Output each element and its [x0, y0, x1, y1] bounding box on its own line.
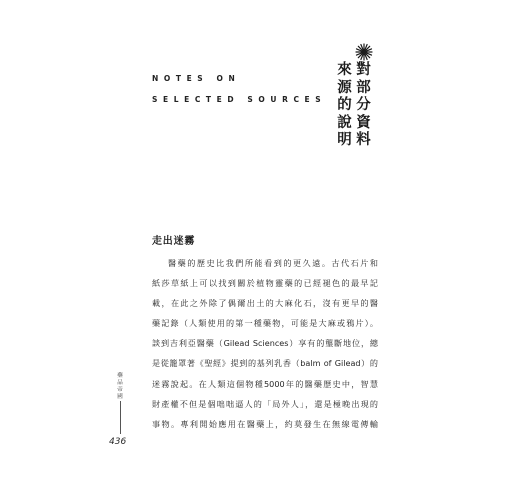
running-head-char: 藥	[117, 373, 123, 379]
vertical-title-char: 部	[356, 79, 371, 96]
vertical-title-char: 料	[356, 132, 371, 148]
section-title: 走出迷霧	[152, 236, 196, 247]
paragraph-line: 藥記錄（人類使用的第一種藥物，可能是大麻或鴉片）。	[152, 318, 378, 329]
vertical-title-char: 來	[337, 62, 352, 78]
vertical-title-column-left	[336, 62, 353, 150]
vertical-title-char: 分	[356, 97, 371, 113]
running-head-char: 國	[117, 394, 123, 400]
running-head	[116, 373, 124, 401]
body-paragraph	[152, 253, 378, 434]
english-heading-line-1: NOTES ON	[152, 74, 241, 83]
paragraph-line: 迷霧說起。在人類這個物種5000年的醫藥歷史中，智慧	[152, 378, 378, 389]
page-number: 436	[109, 437, 127, 447]
paragraph-line: 事物。專利開始應用在醫藥上，約莫發生在無線電傳輸	[152, 418, 378, 429]
vertical-title-char: 的	[337, 97, 352, 113]
running-head-char: 品	[117, 380, 123, 386]
star-burst-icon	[355, 43, 373, 61]
paragraph-line: 談到吉利亞醫藥（Gilead Sciences）享有的壟斷地位，總	[152, 338, 378, 349]
vertical-title-column-right	[355, 62, 372, 150]
paragraph-line: 醫藥的歷史比我們所能看到的更久遠。古代石片和	[168, 258, 378, 268]
vertical-title-char: 明	[337, 132, 352, 148]
english-heading-line-2: SELECTED SOURCES	[152, 95, 327, 104]
vertical-title-char: 對	[356, 62, 371, 78]
paragraph-line: 紙莎草紙上可以找到關於植物靈藥的已經褪色的最早記	[152, 278, 378, 289]
vertical-title-char: 源	[337, 79, 352, 96]
chinese-vertical-title	[336, 62, 372, 150]
vertical-title-char: 說	[337, 114, 352, 131]
paragraph-line: 財產權不但是個咄咄逼人的「局外人」，還是極晚出現的	[152, 398, 378, 409]
english-section-heading	[152, 74, 327, 105]
running-head-char: 帝	[117, 387, 123, 393]
paragraph-line: 載，在此之外除了偶爾出土的大麻化石，沒有更早的醫	[152, 298, 378, 309]
paragraph-line: 是從籠罩著《聖經》提到的基列乳香（balm of Gilead）的	[152, 358, 378, 369]
running-head-rule	[120, 401, 121, 434]
vertical-title-char: 資	[356, 114, 371, 131]
